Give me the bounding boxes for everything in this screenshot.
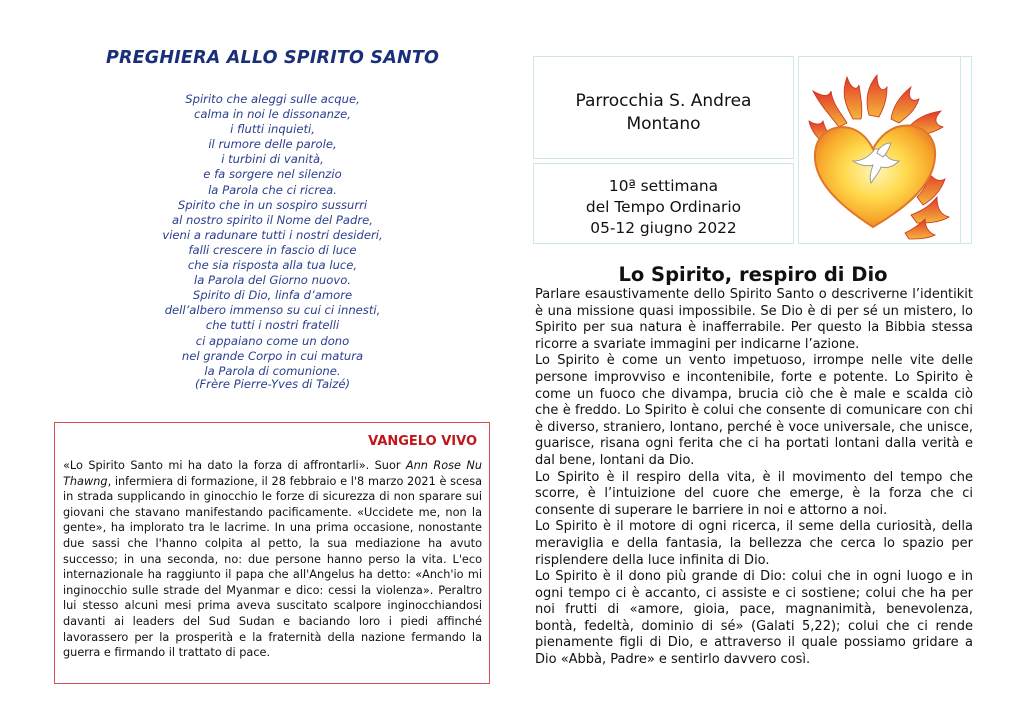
image-box [798, 56, 961, 244]
image-box-edge [960, 56, 972, 244]
prayer-line: che sia risposta alla tua luce, [187, 258, 358, 273]
week-line1: 10ª settimana [608, 177, 719, 195]
prayer-line: Spirito di Dio, linfa d’amore [192, 288, 353, 303]
prayer-line: nel grande Corpo in cui matura [181, 348, 364, 363]
article-title: Lo Spirito, respiro di Dio [618, 263, 888, 286]
vangelo-text-part2: , infermiera di formazione, il 28 febbraio e l'8 marzo 2021 è scesa in strada supplicando in ginocchio le forze di sicurezza di non sparare sui giovani che stavano manifestando pacificamente. «Uccidete me, non la gente», ha implorato tra le lacrime. In una prima occasione, nonostante due sassi che l'hanno colpita al petto, la sua mediazione ha avuto successo; in una seconda, no: due persone hanno perso la vita. L'eco internazionale ha raggiunto il papa che all'Angelus ha detto: «Anch'io mi inginocchio sulle strade del Myanmar e dico: cessi la violenza». Peraltro lui stesso alcuni mesi prima aveva suscitato scalpore inginocchiandosi davanti ai leaders del Sud Sudan e baciando loro i piedi affinché lavorassero per la prosperità e la fraternità della nazione fermando la guerra e firmando il trattato di pace. [63, 474, 482, 660]
prayer-line: al nostro spirito il Nome del Padre, [172, 212, 373, 227]
prayer-line: i turbini di vanità, [221, 152, 324, 167]
prayer-author: (Frère Pierre-Yves di Taizé) [194, 377, 351, 391]
vangelo-vivo-text [63, 458, 482, 661]
week-text [534, 176, 793, 239]
vangelo-text-part1: «Lo Spirito Santo mi ha dato la forza di affrontarli». Suor [63, 459, 406, 472]
prayer-line: la Parola di comunione. [204, 363, 341, 378]
prayer-line: dell’albero immenso su cui ci innesti, [164, 303, 381, 318]
prayer-line: vieni a radunare tutti i nostri desideri, [162, 227, 383, 242]
article-paragraph: Lo Spirito è il motore di ogni ricerca, il seme della curiosità, della meraviglia e della fantasia, la bellezza che cerca lo spazio per risplendere della luce infinita di Dio. [535, 519, 973, 568]
prayer-line: ci appaiano come un dono [195, 333, 350, 348]
prayer-line: i flutti inquieti, [230, 122, 315, 137]
prayer-line: Spirito che aleggi sulle acque, [185, 92, 360, 106]
article-body [535, 287, 973, 669]
parish-name [534, 90, 793, 136]
prayer-title: PREGHIERA ALLO SPIRITO SANTO [105, 48, 440, 68]
week-line2: del Tempo Ordinario [585, 198, 742, 216]
prayer-line: e fa sorgere nel silenzio [203, 167, 342, 182]
vangelo-vivo-box [54, 422, 490, 684]
week-line3: 05-12 giugno 2022 [590, 219, 737, 237]
parish-line1: Parrocchia S. Andrea [575, 91, 752, 111]
prayer-line: la Parola del Giorno nuovo. [194, 273, 351, 288]
flaming-heart-with-dove-icon [799, 57, 960, 243]
vangelo-vivo-title: VANGELO VIVO [368, 434, 477, 449]
vangelo-person-name: Ann Rose Nu Thawng [63, 459, 483, 488]
week-box [533, 163, 794, 244]
article-paragraph: Lo Spirito è il dono più grande di Dio: colui che in ogni luogo e in ogni tempo ci è accanto, ci assiste e ci sostiene; colui che ha per noi frutti di «amore, gioia, pace, magnanimità, benevolenza, bontà, fedeltà, dominio di sé» (Galati 5,22); colui che ci rende pienamente figli di Dio, e attraverso il quale possiamo gridare a Dio «Abbà, Padre» e sentirlo davvero così. [535, 569, 973, 668]
prayer-line: falli crescere in fascio di luce [188, 242, 357, 257]
parish-box [533, 56, 794, 159]
prayer-line: la Parola che ci ricrea. [208, 182, 337, 197]
parish-line2: Montano [626, 114, 701, 134]
prayer-line: il rumore delle parole, [208, 137, 337, 152]
prayer-text [100, 92, 445, 379]
prayer-line: calma in noi le dissonanze, [194, 107, 351, 122]
prayer-line: che tutti i nostri fratelli [205, 318, 340, 333]
article-paragraph: Parlare esaustivamente dello Spirito Santo o descriverne l’identikit è una missione quasi impossibile. Se Dio è di per sé un mistero, lo Spirito per sua natura è inafferrabile. Per questo la Bibbia stessa ricorre a svariate immagini per indicarne l’azione. [535, 287, 973, 352]
prayer-line: Spirito che in un sospiro sussurri [177, 197, 368, 212]
article-paragraph: Lo Spirito è il respiro della vita, è il movimento del tempo che scorre, è l’intuizione del cuore che emerge, è la forza che ci consente di superare le barriere in noi e attorno a noi. [535, 469, 973, 518]
article-paragraph: Lo Spirito è come un vento impetuoso, irrompe nelle vite delle persone improvviso e incontenibile, forte e potente. Lo Spirito è come un fuoco che divampa, brucia ciò che è male e scalda ciò che è freddo. Lo Spirito è colui che consente di comunicare con chi è diverso, straniero, lontano, perché è voce universale, che unisce, guarisce, risana ogni ferita che ci ha portati lontani dalla verità e dal bene, lontani da Dio. [535, 353, 973, 468]
